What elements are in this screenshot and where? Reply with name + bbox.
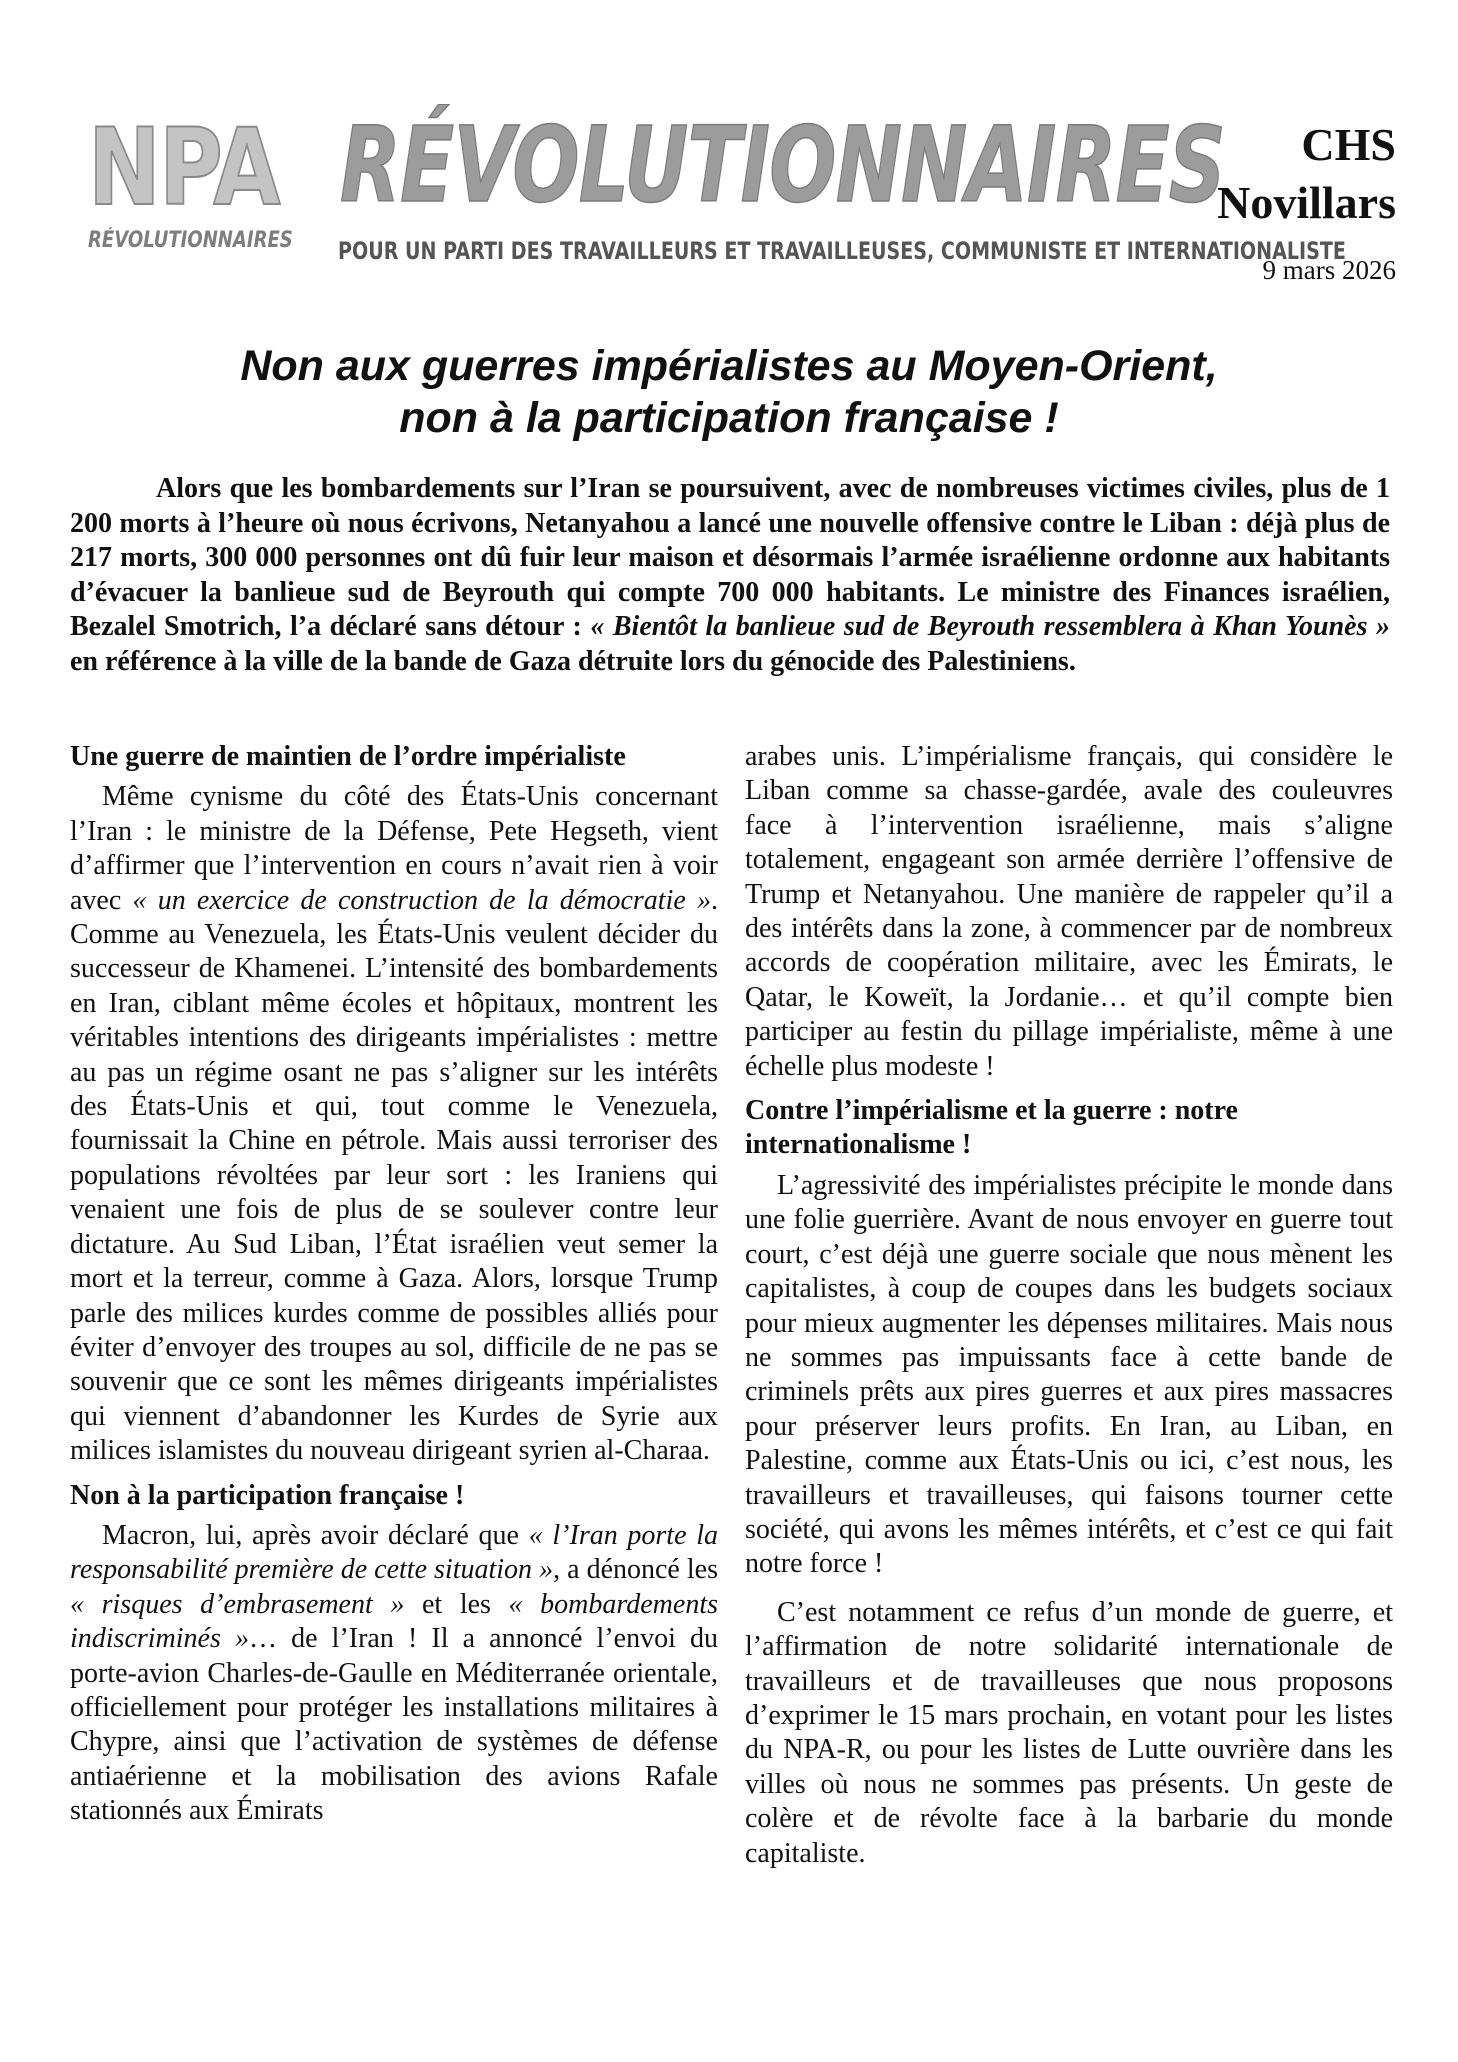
s2-text-a: Macron, lui, après avoir déclaré que — [102, 1519, 529, 1551]
s2-text-d: … de l’Iran ! Il a annoncé l’envoi du porte-avion Charles-de-Gaulle en Méditerranée orientale, officiellement pour protéger les installations militaires à Chypre, ainsi que l’activation de systèmes de défense antiaérienne et la mobilisation des avions Rafale stationnés aux Émirats — [70, 1623, 718, 1827]
s1-text-b: . Comme au Venezuela, les États-Unis veulent décider du successeur de Khamenei. L’intensité des bombardements en Iran, ciblant même écoles et hôpitaux, montrent les véritables intentions des dirigeants impérialistes : mettre au pas un régime osant ne pas s’aligner sur les intérêts des États-Unis et qui, tout comme le Venezuela, fournissait la Chine en pétrole. Mais aussi terroriser des populations révoltées par leur sort : les Iraniens qui venaient une fois de plus de se soulever contre leur dictature. Au Sud Liban, l’État israélien veut semer la mort et la terreur, comme à Gaza. Alors, lorsque Trump parle des milices kurdes comme de possibles alliés pour éviter d’envoyer des troupes au sol, difficile de ne pas se souvenir que ce sont les mêmes dirigeants impérialistes qui viennent d’abandonner les Kurdes de Syrie aux milices islamistes du nouveau dirigeant syrien al-Charaa. — [70, 884, 718, 1467]
lead-text-2: en référence à la ville de la bande de Gaza détruite lors du génocide des Palestiniens. — [70, 645, 1076, 677]
s2-quote-1: « l’Iran porte la responsabilité première de cette situation » — [70, 1519, 718, 1586]
site-line-1: CHS — [1301, 119, 1396, 170]
lead-paragraph — [70, 472, 1390, 680]
s2-text-c: et les — [404, 1588, 509, 1620]
logo-tagline: POUR UN PARTI DES TRAVAILLEURS ET TRAVAILLEUSES, COMMUNISTE ET INTERNATIONALISTE — [338, 237, 1346, 265]
npa-logo: NPA — [88, 106, 279, 229]
s1-text-a: Même cynisme du côté des États-Unis concernant l’Iran : le ministre de la Défense, Pete Hegseth, vient d’affirmer que l’intervention en cours n’avait rien à voir avec — [70, 781, 718, 916]
s2-quote-2: « risques d’embrasement » — [70, 1588, 405, 1620]
site-line-2: Novillars — [1217, 177, 1396, 228]
section-2-paragraph-continued: arabes unis. L’impérialisme français, qui considère le Liban comme sa chasse-gardée, avale des couleuvres face à l’intervention israélienne, mais s’aligne totalement, engageant son armée derrière l’offensive de Trump et Netanyahou. Une manière de rappeler qu’il a des intérêts dans la zone, à commencer par de nombreux accords de coopération militaire, avec les Émirats, le Qatar, le Koweït, la Jordanie… et qu’il compte bien participer au festin du pillage impérialiste, même à une échelle plus modeste ! — [745, 741, 1393, 1082]
section-heading-2: Non à la participation française ! — [70, 1479, 465, 1511]
publication-date: 9 mars 2026 — [1262, 255, 1396, 285]
lead-text-1: Alors que les bombardements sur l’Iran se poursuivent, avec de nombreuses victimes civiles, plus de 1 200 morts à l’heure où nous écrivons, Netanyahou a lancé une nouvelle offensive contre le Liban : déjà plus de 217 morts, 300 000 personnes ont dû fuir leur maison et désormais l’armée israélienne ordonne aux habitants d’évacuer la banlieue sud de Beyrouth qui compte 700 000 habitants. Le ministre des Finances israélien, Bezalel Smotrich, l’a déclaré sans détour : — [70, 473, 1390, 643]
right-column — [745, 740, 1393, 1881]
s1-quote: « un exercice de construction de la démocratie » — [132, 884, 711, 916]
section-3-paragraph-1: L’agressivité des impérialistes précipite le monde dans une folie guerrière. Avant de nous envoyer en guerre tout court, c’est déjà une guerre sociale que nous mènent les capitalistes, à coup de coupes dans les budgets sociaux pour mieux augmenter les dépenses militaires. Mais nous ne sommes pas impuissants face à cette bande de criminels prêts aux pires guerres et aux pires massacres pour préserver leurs profits. En Iran, au Liban, en Palestine, comme aux États-Unis ou ici, c’est nous, les travailleurs et travailleuses, qui faisons tourner cette société, qui avons les mêmes intérêts, et c’est ce qui fait notre force ! — [745, 1169, 1393, 1580]
lead-quote: « Bientôt la banlieue sud de Beyrouth ressemblera à Khan Younès » — [590, 611, 1390, 643]
s2-text-b: , a dénoncé les — [553, 1554, 718, 1586]
site-name — [1136, 116, 1396, 232]
headline-line-1: Non aux guerres impérialistes au Moyen-Orient, — [240, 342, 1218, 390]
s2-quote-3: « bombardements indiscriminés » — [70, 1588, 718, 1655]
section-heading-3: Contre l’impérialisme et la guerre : notre internationalisme ! — [745, 1095, 1238, 1161]
section-3-paragraph-2: C’est notamment ce refus d’un monde de guerre, et l’affirmation de notre solidarité internationale de travailleurs et de travailleuses que nous proposons d’exprimer le 15 mars prochain, en votant pour les listes du NPA-R, ou pour les listes de Lutte ouvrière dans les villes où nous ne sommes pas présents. Un geste de colère et de révolte face à la barbarie du monde capitaliste. — [745, 1596, 1393, 1869]
section-heading-1: Une guerre de maintien de l’ordre impérialiste — [70, 741, 626, 772]
section-1-paragraph — [70, 780, 718, 1468]
npa-logo-subtitle: RÉVOLUTIONNAIRES — [88, 228, 293, 253]
section-2-paragraph — [70, 1519, 718, 1829]
headline-line-2: non à la participation française ! — [399, 394, 1059, 442]
left-column — [70, 740, 718, 1839]
revolutionnaires-logo: RÉVOLUTIONNAIRES — [340, 104, 1226, 226]
